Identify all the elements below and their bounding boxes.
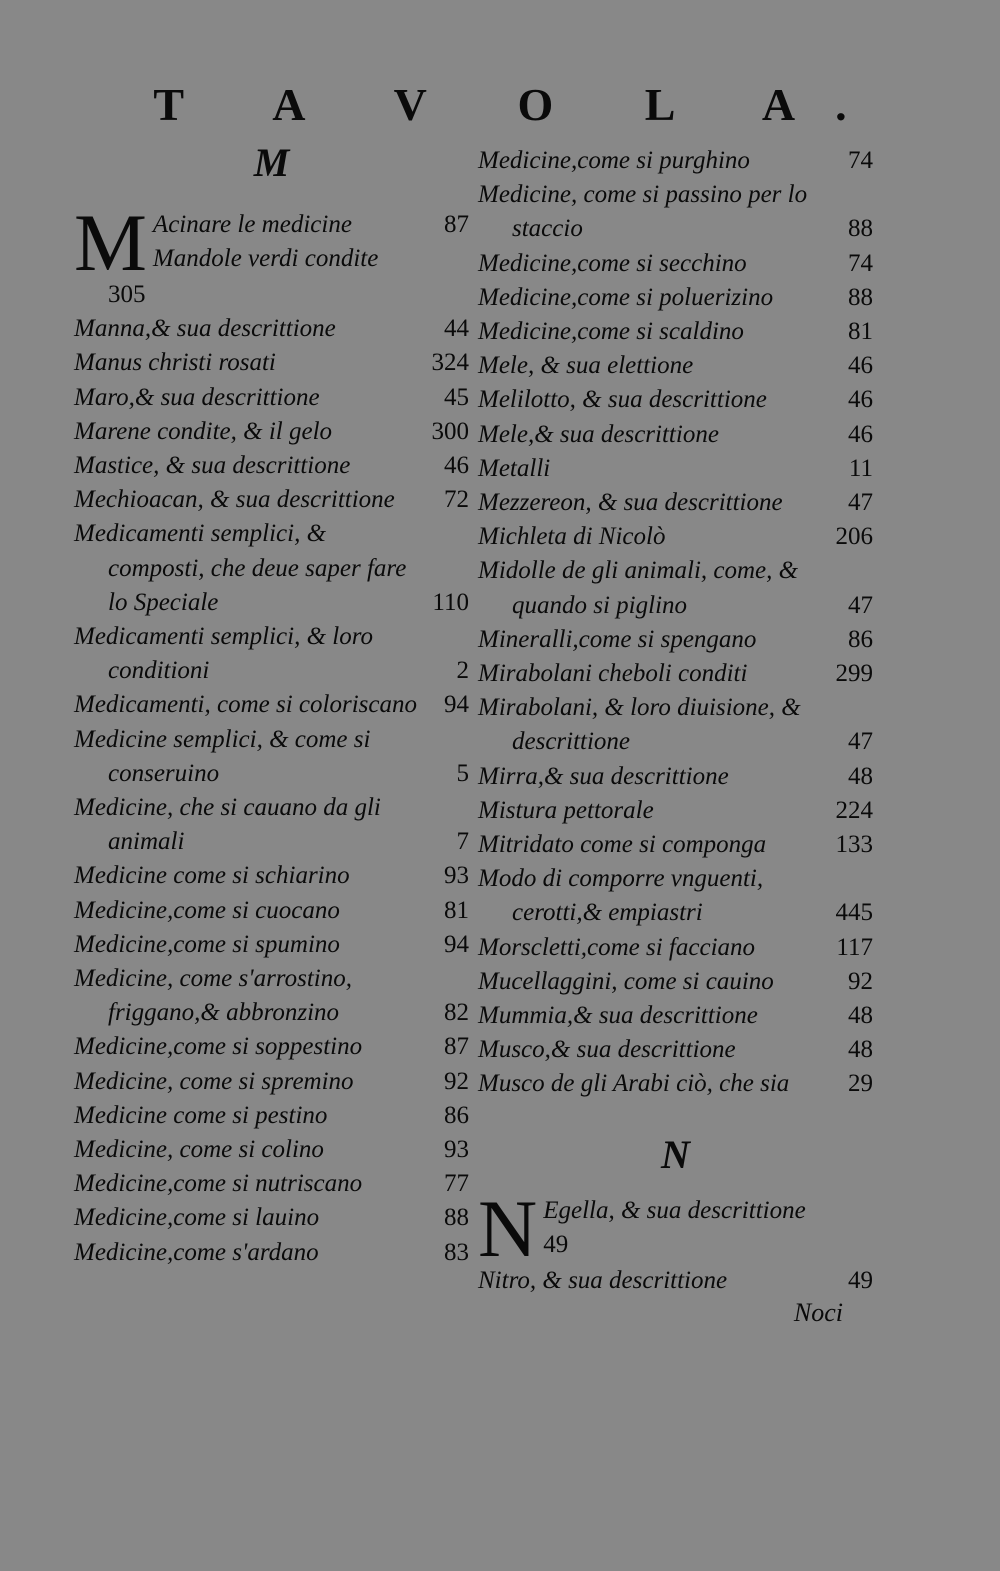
entry-page: 74 bbox=[848, 249, 873, 277]
entry-text: Medicine, che si cauano da gli animali bbox=[74, 794, 381, 856]
index-entry bbox=[74, 483, 469, 517]
entry-text: Medicine,come si soppestino bbox=[74, 1033, 363, 1061]
entry-text: Mele,& sua descrittione bbox=[478, 420, 719, 448]
entry-page: 87 bbox=[444, 1033, 469, 1061]
drop-cap: N bbox=[478, 1182, 538, 1274]
entry-text: Manus christi rosati bbox=[74, 349, 276, 377]
index-entry bbox=[478, 828, 873, 862]
entry-text: Medicamenti semplici, & loro conditioni bbox=[74, 623, 374, 685]
entry-text: Musco,& sua descrittione bbox=[478, 1036, 736, 1064]
index-entry bbox=[478, 554, 873, 622]
index-entry bbox=[74, 1030, 469, 1064]
index-entry bbox=[478, 1067, 873, 1101]
index-entry bbox=[478, 1033, 873, 1067]
entry-text: Metalli bbox=[478, 454, 551, 482]
entry-text: Mastice, & sua descrittione bbox=[74, 452, 351, 480]
entry-page: 46 bbox=[848, 352, 873, 380]
entry-page: 77 bbox=[444, 1170, 469, 1198]
entry-page: 88 bbox=[444, 1204, 469, 1232]
index-entry bbox=[478, 691, 873, 759]
entry-text: Mirabolani cheboli conditi bbox=[478, 660, 748, 688]
index-entry bbox=[74, 208, 469, 242]
entry-page: 46 bbox=[444, 452, 469, 480]
entry-page: 72 bbox=[444, 486, 469, 514]
index-entry bbox=[74, 791, 469, 859]
index-entry bbox=[74, 962, 469, 1030]
entry-text: Medicamenti, come si coloriscano bbox=[74, 691, 417, 719]
entry-text: Mele, & sua elettione bbox=[478, 352, 694, 380]
index-entry bbox=[478, 760, 873, 794]
index-entry bbox=[74, 1065, 469, 1099]
entry-text: Medicine,come si nutriscano bbox=[74, 1170, 363, 1198]
index-entry bbox=[74, 894, 469, 928]
entry-page: 2 bbox=[456, 657, 469, 685]
index-entry bbox=[478, 1264, 873, 1298]
entry-text: Melilotto, & sua descrittione bbox=[478, 386, 767, 414]
entry-page: 299 bbox=[835, 660, 873, 688]
index-entry bbox=[478, 418, 873, 452]
entry-text: Medicine,come si purghino bbox=[478, 147, 750, 174]
entry-text: Mandole verdi condite bbox=[152, 245, 379, 273]
entry-page: 82 bbox=[444, 999, 469, 1027]
entry-text: Mistura pettorale bbox=[478, 796, 654, 824]
entry-page: 94 bbox=[444, 930, 469, 958]
entry-page: 94 bbox=[444, 691, 469, 719]
entry-page: 110 bbox=[432, 588, 469, 616]
entry-text: Midolle de gli animali, come, & quando si piglino bbox=[478, 557, 799, 619]
index-entry-page bbox=[478, 1228, 873, 1262]
index-entry bbox=[74, 449, 469, 483]
right-entry-list bbox=[478, 144, 873, 1102]
entry-page: 45 bbox=[444, 383, 469, 411]
entry-page: 81 bbox=[848, 318, 873, 346]
entry-text: Modo di comporre vnguenti, cerotti,& empiastri bbox=[478, 865, 764, 927]
section-heading-m: M bbox=[253, 140, 290, 185]
entry-page: 47 bbox=[848, 591, 873, 619]
entry-text: Mineralli,come si spengano bbox=[478, 625, 757, 653]
entry-page: 49 bbox=[543, 1230, 569, 1258]
entry-text: Mechioacan, & sua descrittione bbox=[74, 486, 395, 514]
entry-text: Medicine,come si secchino bbox=[478, 249, 747, 277]
entry-page: 83 bbox=[444, 1238, 469, 1266]
entry-text: Acinare le medicine bbox=[152, 211, 352, 238]
entry-text: Marene condite, & il gelo bbox=[74, 417, 333, 445]
entry-page: 48 bbox=[848, 762, 873, 790]
entry-page: 44 bbox=[444, 315, 469, 343]
index-entry bbox=[74, 859, 469, 893]
entry-page: 49 bbox=[848, 1266, 873, 1294]
index-entry bbox=[478, 520, 873, 554]
entry-page: 324 bbox=[431, 349, 469, 377]
entry-text: Medicine,come si poluerizino bbox=[478, 283, 774, 311]
entry-page: 445 bbox=[835, 899, 873, 927]
entry-page: 47 bbox=[848, 489, 873, 517]
index-entry bbox=[478, 1194, 873, 1228]
index-entry bbox=[478, 965, 873, 999]
entry-continuation bbox=[74, 278, 469, 312]
index-entry bbox=[478, 623, 873, 657]
index-entry bbox=[74, 1236, 469, 1270]
entry-text: Mucellaggini, come si cauino bbox=[478, 967, 774, 995]
page-title: T A V O L A. bbox=[153, 79, 887, 130]
index-entry bbox=[74, 346, 469, 380]
entry-page: 133 bbox=[835, 831, 873, 859]
index-entry bbox=[478, 144, 873, 178]
entry-page: 47 bbox=[848, 728, 873, 756]
index-entry bbox=[478, 657, 873, 691]
entry-page: 7 bbox=[456, 828, 469, 856]
entry-page: 86 bbox=[848, 625, 873, 653]
entry-text: Manna,& sua descrittione bbox=[74, 315, 336, 343]
index-entry bbox=[478, 999, 873, 1033]
entry-page: 87 bbox=[444, 211, 469, 238]
index-entry bbox=[478, 281, 873, 315]
entry-text: Medicamenti semplici, & composti, che deue saper fare lo Speciale bbox=[74, 520, 407, 616]
entry-page: 46 bbox=[848, 386, 873, 414]
entry-text: Medicine come si pestino bbox=[74, 1101, 328, 1129]
entry-page: 48 bbox=[848, 1036, 873, 1064]
catchword: Noci bbox=[793, 1297, 843, 1327]
entry-text: Mirra,& sua descrittione bbox=[478, 762, 729, 790]
index-entry bbox=[74, 620, 469, 688]
entry-text: Medicine, come s'arrostino, friggano,& abbronzino bbox=[74, 965, 352, 1027]
index-entry bbox=[478, 862, 873, 930]
entry-page: 74 bbox=[848, 147, 873, 174]
drop-cap-block bbox=[74, 197, 469, 312]
index-entry bbox=[478, 383, 873, 417]
entry-text: Morscletti,come si facciano bbox=[478, 933, 756, 961]
index-entry bbox=[74, 381, 469, 415]
drop-cap: M bbox=[74, 197, 147, 288]
entry-text: Medicine,come si lauino bbox=[74, 1204, 320, 1232]
entry-page: 81 bbox=[444, 896, 469, 924]
index-entry bbox=[478, 178, 873, 246]
entry-page: 29 bbox=[848, 1070, 873, 1098]
index-entry bbox=[74, 928, 469, 962]
entry-page: 300 bbox=[431, 417, 469, 445]
entry-page: 46 bbox=[848, 420, 873, 448]
index-entry bbox=[74, 242, 469, 276]
entry-page: 224 bbox=[835, 796, 873, 824]
entry-page: 92 bbox=[444, 1067, 469, 1095]
entry-text: Medicine, come si passino per lo staccio bbox=[478, 181, 808, 243]
entry-text: Musco de gli Arabi ciò, che sia bbox=[478, 1070, 790, 1098]
entry-text: Nitro, & sua descrittione bbox=[478, 1266, 728, 1294]
entry-text: Egella, & sua descrittione bbox=[543, 1196, 806, 1224]
entry-page: 206 bbox=[835, 523, 873, 551]
left-column bbox=[74, 140, 469, 1270]
entry-page: 86 bbox=[444, 1101, 469, 1129]
entry-text: Medicine, come si spremino bbox=[74, 1067, 354, 1095]
index-entry bbox=[74, 1167, 469, 1201]
entry-text: Medicine,come si cuocano bbox=[74, 896, 340, 924]
entry-text: Medicine, come si colino bbox=[74, 1136, 324, 1164]
index-entry bbox=[478, 315, 873, 349]
entry-page: 5 bbox=[456, 759, 469, 787]
entry-text: Mirabolani, & loro diuisione, & descrittione bbox=[478, 694, 801, 756]
index-entry bbox=[74, 517, 469, 620]
entry-page: 117 bbox=[836, 933, 873, 961]
left-entry-list bbox=[74, 312, 469, 1270]
index-entry bbox=[74, 415, 469, 449]
index-entry bbox=[74, 688, 469, 722]
entry-text: Mummia,& sua descrittione bbox=[478, 1002, 758, 1030]
entry-text: Michleta di Nicolò bbox=[478, 523, 666, 551]
entry-page: 11 bbox=[848, 454, 873, 482]
entry-page: 92 bbox=[848, 967, 873, 995]
right-entry-list-n bbox=[478, 1264, 873, 1298]
entry-page: 88 bbox=[848, 283, 873, 311]
index-entry bbox=[478, 794, 873, 828]
entry-page: 93 bbox=[444, 1136, 469, 1164]
index-entry bbox=[74, 1201, 469, 1235]
section-heading-n: N bbox=[661, 1131, 690, 1177]
entry-text: Maro,& sua descrittione bbox=[74, 383, 320, 411]
entry-text: Medicine,come s'ardano bbox=[74, 1238, 319, 1266]
index-entry bbox=[74, 723, 469, 791]
entry-text: Medicine,come si spumino bbox=[74, 930, 340, 958]
index-entry bbox=[74, 312, 469, 346]
entry-text: Medicine semplici, & come si conseruino bbox=[74, 725, 371, 787]
index-entry bbox=[478, 486, 873, 520]
entry-page: 48 bbox=[848, 1002, 873, 1030]
entry-text: Mitridato come si componga bbox=[478, 831, 767, 859]
entry-text: Medicine come si schiarino bbox=[74, 862, 350, 890]
entry-page: 93 bbox=[444, 862, 469, 890]
entry-page: 305 bbox=[108, 281, 146, 308]
index-entry bbox=[478, 931, 873, 965]
entry-page: 88 bbox=[848, 215, 873, 243]
index-entry bbox=[74, 1133, 469, 1167]
entry-text: Mezzereon, & sua descrittione bbox=[478, 489, 783, 517]
index-entry bbox=[74, 1099, 469, 1133]
index-entry bbox=[478, 349, 873, 383]
index-entry bbox=[478, 247, 873, 281]
entry-text: Medicine,come si scaldino bbox=[478, 318, 744, 346]
right-column bbox=[478, 144, 873, 1328]
index-entry bbox=[478, 452, 873, 486]
drop-cap-block-n bbox=[478, 1182, 873, 1274]
